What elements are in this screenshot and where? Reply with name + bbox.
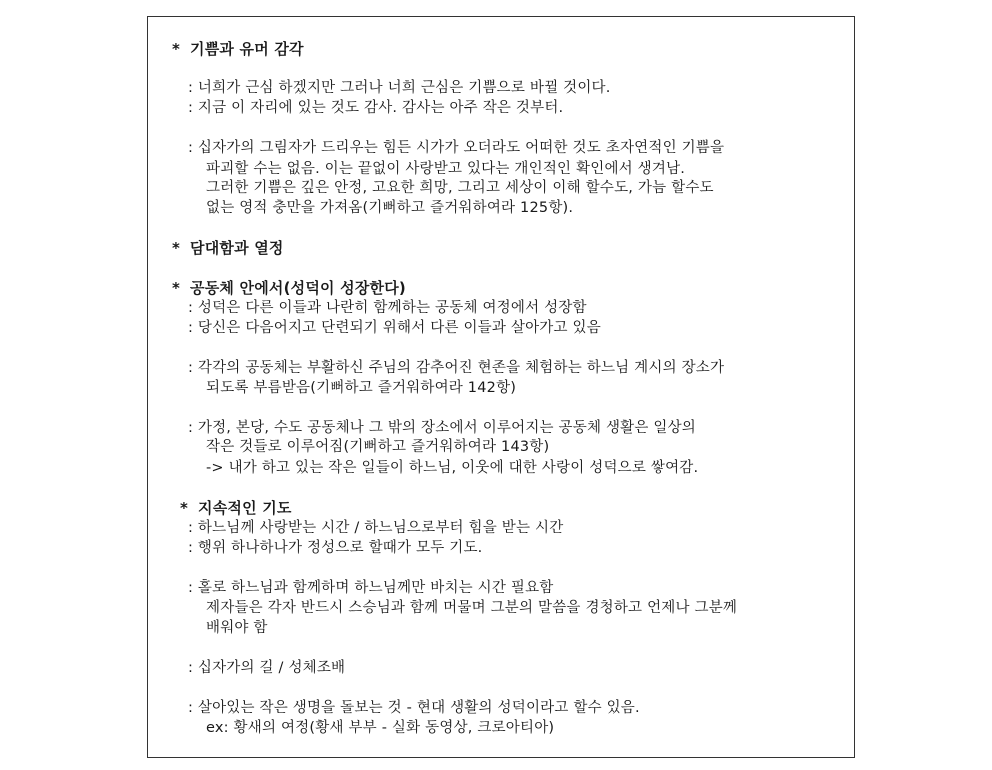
text-line: ex: 황새의 여정(황새 부부 - 실화 동영상, 크로아티아) [206, 720, 555, 736]
section-heading-community [172, 278, 406, 298]
bullet-star: * [172, 40, 181, 58]
heading-text: 지속적인 기도 [198, 499, 292, 517]
section-heading-joy [172, 39, 304, 59]
heading-text: 담대함과 열정 [190, 239, 284, 257]
text-line: 파괴할 수는 없음. 이는 끝없이 사랑받고 있다는 개인적인 확인에서 생겨남. [206, 161, 686, 177]
section-heading-prayer [180, 498, 292, 518]
text-line: : 각각의 공동체는 부활하신 주님의 감추어진 현존을 체험하는 하느님 계시의 장소가 [188, 360, 725, 376]
text-line: : 홀로 하느님과 함께하며 하느님께만 바치는 시간 필요함 [188, 580, 554, 596]
text-line: -> 내가 하고 있는 작은 일들이 하느님, 이웃에 대한 사랑이 성덕으로 쌓여감. [206, 460, 699, 476]
bullet-star: * [172, 239, 181, 257]
text-line: 배워야 함 [206, 620, 268, 636]
text-line: : 십자가의 길 / 성체조배 [188, 660, 346, 676]
bullet-star: * [180, 499, 189, 517]
text-line: 그러한 기쁨은 깊은 안정, 고요한 희망, 그리고 세상이 이해 할수도, 가늠 할수도 [206, 180, 714, 196]
text-line: : 행위 하나하나가 정성으로 할때가 모두 기도. [188, 540, 483, 556]
heading-text: 기쁨과 유머 감각 [190, 40, 304, 58]
text-line: : 당신은 다음어지고 단련되기 위해서 다른 이들과 살아가고 있음 [188, 320, 601, 336]
text-line: : 가정, 본당, 수도 공동체나 그 밖의 장소에서 이루어지는 공동체 생활은 일상의 [188, 420, 697, 436]
text-line: 제자들은 각자 반드시 스승님과 함께 머물며 그분의 말씀을 경청하고 언제나 그분께 [206, 600, 738, 616]
text-line: : 지금 이 자리에 있는 것도 감사. 감사는 아주 작은 것부터. [188, 100, 564, 116]
text-line: 없는 영적 충만을 가져옴(기뻐하고 즐거워하여라 125항). [206, 200, 574, 216]
text-line: : 너희가 근심 하겠지만 그러나 너희 근심은 기쁨으로 바뀔 것이다. [188, 80, 611, 96]
text-line: : 살아있는 작은 생명을 돌보는 것 - 현대 생활의 성덕이라고 할수 있음. [188, 700, 640, 716]
text-line: 되도록 부름받음(기뻐하고 즐거워하여라 142항) [206, 380, 517, 396]
text-line: : 성덕은 다른 이들과 나란히 함께하는 공동체 여정에서 성장함 [188, 300, 587, 316]
bullet-star: * [172, 279, 181, 297]
heading-text: 공동체 안에서(성덕이 성장한다) [190, 279, 406, 297]
text-line: 작은 것들로 이루어짐(기뻐하고 즐거워하여라 143항) [206, 439, 550, 455]
section-heading-boldness [172, 238, 284, 258]
text-line: : 하느님께 사랑받는 시간 / 하느님으로부터 힘을 받는 시간 [188, 520, 564, 536]
document-frame [147, 16, 855, 758]
text-line: : 십자가의 그림자가 드리우는 힘든 시가가 오더라도 어떠한 것도 초자연적인 기쁨을 [188, 140, 725, 156]
